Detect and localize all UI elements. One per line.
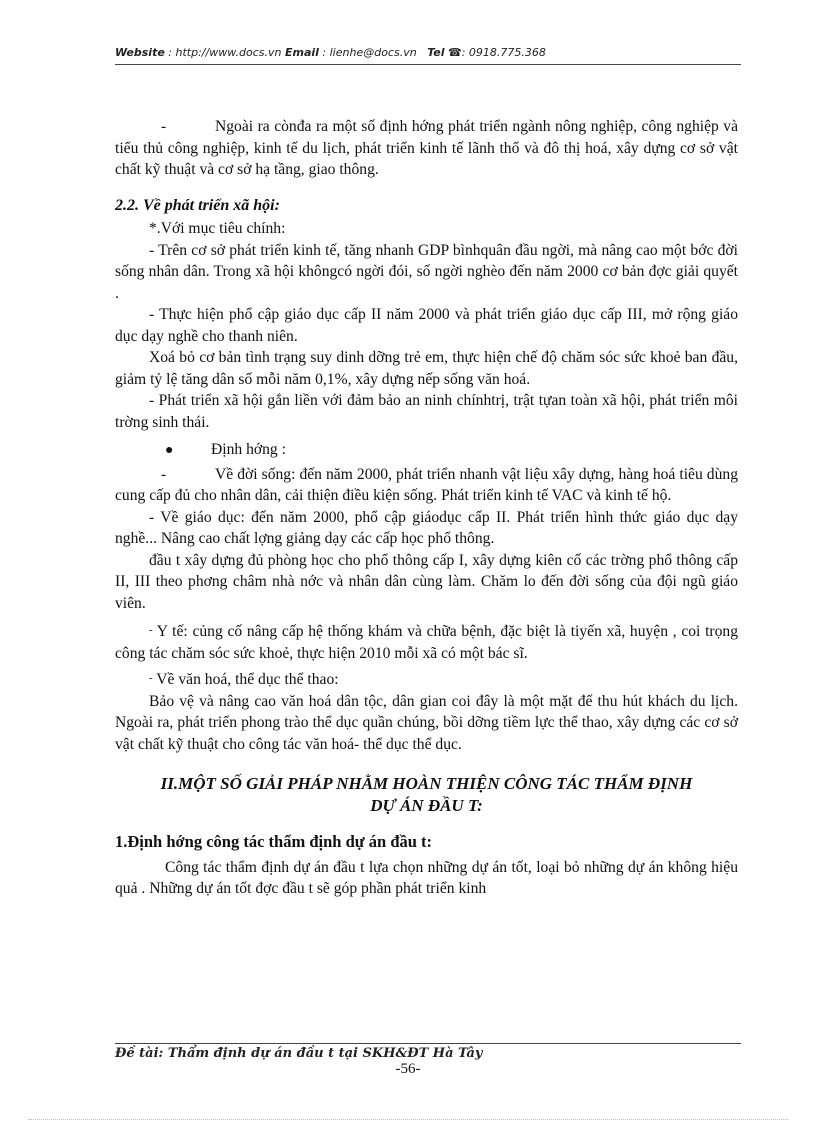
section-heading-1: 1.Định hớng công tác thẩm định dự án đầu t:	[115, 832, 433, 851]
footer-title: Đề tài: Thẩm định dự án đầu t tại SKH&ĐT Hà Tây	[115, 1046, 483, 1061]
paragraph: - Ngoài ra cònđa ra một số định hớng phát triển ngành nông nghiệp, công nghiệp và tiểu thủ công nghiệp, kinh tế du lịch, phát triển kinh tế lãnh thổ và đô thị hoá, xây dựng cơ sở vật chất kỹ thuật và cơ sở hạ tầng, giao thông.	[115, 118, 738, 178]
paragraph: - Thực hiện phổ cập giáo dục cấp II năm 2000 và phát triển giáo dục cấp III, mở rộng giáo dục dạy nghề cho thanh niên.	[115, 306, 738, 345]
page-header: Website : http://www.docs.vn Email : lienhe@docs.vn Tel ☎: 0918.775.368	[115, 46, 546, 59]
paragraph: Bảo vệ và nâng cao văn hoá dân tộc, dân gian coi đây là một mặt để thu hút khách du lịch. Ngoài ra, phát triển phong trào thể dục quần chúng, bồi dỡng tiềm lực thể thao, xây dựng các cơ sở vật chất kỹ thuật cho công tác văn hoá- thể dục thể dục.	[115, 692, 738, 753]
section-heading-II: II.MỘT SỐ GIẢI PHÁP NHẰM HOÀN THIỆN CÔNG TÁC THẨM ĐỊNH DỰ ÁN ĐẦU T:	[160, 774, 693, 815]
paragraph: đầu t xây dựng đủ phòng học cho phổ thông cấp I, xây dựng kiên cố các trờng phổ thông cấp II, III theo phơng châm nhà nớc và nhân dân cùng làm. Chăm lo đến đời sống của đội ngũ giáo viên.	[115, 551, 738, 612]
page-edge-divider	[28, 1119, 788, 1120]
paragraph: - Phát triển xã hội gắn liền với đảm bảo an ninh chínhtrị, trật tựan toàn xã hội, phát triển môi trờng sinh thái.	[115, 392, 738, 431]
website-label: Website	[115, 46, 165, 59]
page-number: -56-	[395, 1061, 421, 1077]
bullet-item: ● Định hớng :	[115, 439, 738, 462]
paragraph: - Về đời sống: đến năm 2000, phát triển nhanh vật liệu xây dựng, hàng hoá tiêu dùng cung cấp đủ cho nhân dân, cải thiện điều kiện sống. Phát triển kinh tế VAC và kinh tế hộ.	[115, 465, 738, 504]
tel-value: : 0918.775.368	[461, 46, 546, 59]
paragraph: - Y tế: củng cố nâng cấp hệ thống khám và chữa bệnh, đặc biệt là tiyến xã, huyện , coi trọng công tác chăm sóc sức khoẻ, thực hiện 2010 mỗi xã có một bác sĩ.	[115, 623, 738, 662]
paragraph: Công tác thẩm định dự án đầu t lựa chọn những dự án tốt, loại bỏ những dự án không hiệu quả . Những dự án tốt đợc đầu t sẽ góp phần phát triển kinh	[115, 858, 738, 897]
email-label: Email	[284, 46, 319, 59]
document-body	[115, 116, 738, 900]
paragraph: Xoá bỏ cơ bản tình trạng suy dinh dỡng trẻ em, thực hiện chế độ chăm sóc sức khoẻ ban đầu, giảm tỷ lệ tăng dân số mỗi năm 0,1%, xây dựng nếp sống văn hoá.	[115, 349, 738, 388]
paragraph: *.Với mục tiêu chính:	[149, 220, 286, 237]
paragraph: - Về giáo dục: đến năm 2000, phổ cập giáodục cấp II. Phát triển hình thức giáo dục dạy nghề... Nâng cao chất lợng giảng dạy các cấp học phổ thông.	[115, 508, 738, 547]
email-value[interactable]: lienhe@docs.vn	[329, 46, 417, 59]
footer-divider	[115, 1043, 741, 1044]
tel-label: Tel	[427, 46, 445, 59]
bullet-dot-icon: ●	[165, 443, 174, 458]
dash-marker: -	[149, 672, 153, 684]
dash-marker: -	[161, 465, 167, 483]
dash-marker: -	[149, 624, 153, 636]
phone-icon: ☎	[448, 46, 462, 59]
paragraph: - Trên cơ sở phát triển kinh tế, tăng nhanh GDP bìnhquân đầu ngời, mà nâng cao một bớc đời sống nhân dân. Trong xã hội khôngcó ngời đói, số ngời nghèo đến năm 2000 cơ bản đợc giải quyết .	[115, 241, 738, 302]
section-heading-2-2: 2.2. Về phát triển xã hội:	[115, 196, 280, 214]
paragraph: - Về văn hoá, thể dục thể thao:	[149, 671, 339, 688]
header-divider	[115, 64, 741, 65]
website-url[interactable]: http://www.docs.vn	[175, 46, 282, 59]
dash-marker: -	[161, 118, 167, 135]
